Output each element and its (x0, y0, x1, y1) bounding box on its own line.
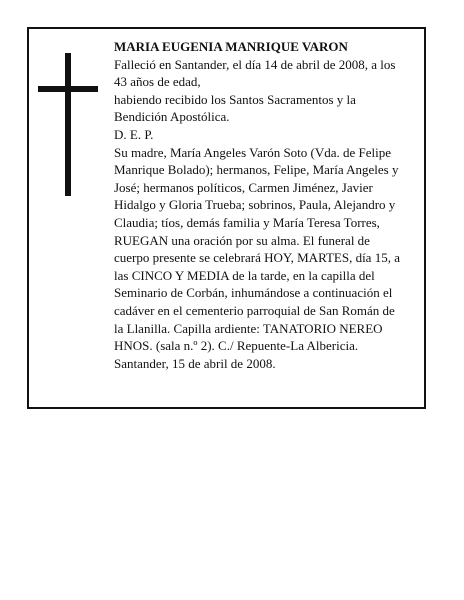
notice-line: Claudia; tíos, demás familia y María Teresa Torres, (114, 214, 380, 230)
obituary-text (114, 38, 416, 372)
notice-line: RUEGAN una oración por su alma. El funeral de (114, 232, 370, 248)
latin-cross-icon (38, 53, 98, 196)
notice-line: Bendición Apostólica. (114, 109, 230, 125)
notice-line: la Llanilla. Capilla ardiente: TANATORIO NEREO (114, 320, 383, 336)
notice-line: HNOS. (sala n.º 2). C./ Repuente-La Albericia. (114, 338, 359, 354)
notice-line: 43 años de edad, (114, 74, 201, 90)
notice-line: José; hermanos políticos, Carmen Jiménez, Javier (114, 179, 373, 195)
notice-line: Manrique Bolado); hermanos, Felipe, María Angeles y (114, 162, 399, 178)
notice-line: Seminario de Corbán, inhumándose a continuación el (114, 285, 393, 301)
deceased-name: MARIA EUGENIA MANRIQUE VARON (114, 39, 348, 54)
rest-in-peace-line: D. E. P. (114, 126, 154, 142)
notice-line: habiendo recibido los Santos Sacramentos y la (114, 91, 356, 107)
notice-line: cuerpo presente se celebrará HOY, MARTES, día 15, a (114, 250, 400, 266)
cross-horizontal-bar (38, 86, 98, 92)
cross-vertical-bar (65, 53, 71, 196)
notice-line: Falleció en Santander, el día 14 de abril de 2008, a los (114, 56, 396, 72)
notice-line: las CINCO Y MEDIA de la tarde, en la capilla del (114, 267, 375, 283)
notice-line: Su madre, María Angeles Varón Soto (Vda. de Felipe (114, 144, 392, 160)
notice-date-line: Santander, 15 de abril de 2008. (114, 355, 276, 371)
notice-line: cadáver en el cementerio parroquial de San Román de (114, 302, 395, 318)
notice-line: Hidalgo y Gloria Trueba; sobrinos, Paula, Alejandro y (114, 197, 396, 213)
